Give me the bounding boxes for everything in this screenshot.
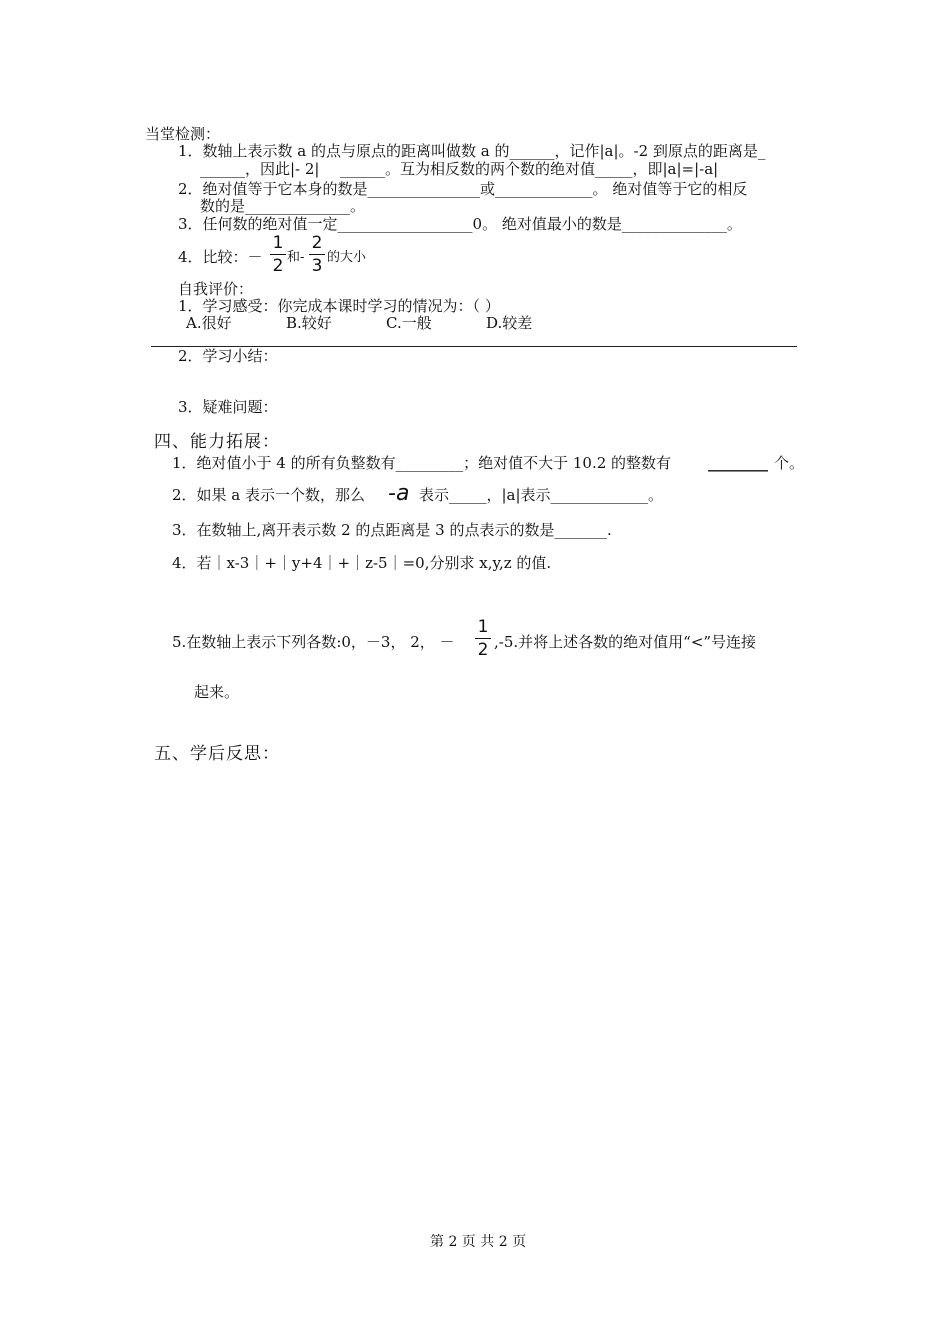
self-eval-q3: 3．疑难问题： <box>178 398 278 416</box>
ext-q5-a: 5.在数轴上表示下列各数:0，－3， 2， － <box>172 633 455 651</box>
ext-q1-a: 1．绝对值小于 4 的所有负整数有_________；绝对值不大于 10.2 的整数有 <box>172 454 672 472</box>
ext-q4: 4．若｜x-3｜+｜y+4｜+｜z-5｜=0,分别求 x,y,z 的值. <box>172 554 552 572</box>
fraction-two-thirds <box>309 233 325 276</box>
ext-q5-b: ,-5.并将上述各数的绝对值用“<”号连接 <box>494 633 757 651</box>
check-q4-prefix: 4．比较：－ <box>178 248 263 266</box>
check-q4-suffix: 的大小 <box>327 250 367 265</box>
page-number: 第 2 页 共 2 页 <box>430 1234 527 1250</box>
section-check-title: 当堂检测： <box>145 125 221 143</box>
ext-q2-neg-a: -a <box>388 481 410 506</box>
fraction-denominator: 3 <box>311 256 323 276</box>
self-eval-q1: 1．学习感受：你完成本课时学习的情况为：（ ） <box>178 297 500 315</box>
self-eval-option-a: A.很好 <box>186 314 232 332</box>
fraction-denominator: 2 <box>272 256 284 276</box>
fraction-one-half <box>270 233 286 276</box>
check-q4-mid: 和- <box>287 250 305 265</box>
fraction-bar <box>270 254 286 255</box>
check-q2-line2: 数的是______________。 <box>200 197 366 215</box>
check-q3: 3．任何数的绝对值一定__________________0。 绝对值最小的数是______________。 <box>178 215 742 233</box>
check-q1-line2-a: ______，因此|- 2| <box>200 160 320 178</box>
ext-q1-c: 个。 <box>774 454 805 472</box>
self-eval-option-b: B.较好 <box>286 314 332 332</box>
fraction-bar <box>309 254 325 255</box>
check-q1-line1: 1．数轴上表示数 a 的点与原点的距离叫做数 a 的______，记作|a|。-2 到原点的距离是_ <box>178 142 766 160</box>
check-q1-line2-b: ______。互为相反数的两个数的绝对值_____，即|a|=|-a| <box>340 160 719 178</box>
ext-q3: 3．在数轴上,离开表示数 2 的点距离是 3 的点表示的数是_______. <box>172 521 612 539</box>
fraction-bar <box>475 638 491 639</box>
self-eval-q2: 2．学习小结： <box>178 347 278 365</box>
ext-q5-line2: 起来。 <box>194 683 240 701</box>
section5-title: 五、学后反思： <box>154 744 280 764</box>
fraction-denominator: 2 <box>477 640 489 660</box>
ext-q2-b: 表示_____，|a|表示_____________。 <box>419 486 664 504</box>
fraction-numerator: 1 <box>272 233 284 253</box>
fraction-one-half-q5 <box>475 617 491 660</box>
ext-q1-blank: ________ <box>708 454 768 472</box>
fraction-numerator: 2 <box>311 233 323 253</box>
self-eval-option-d: D.较差 <box>486 314 533 332</box>
self-eval-title: 自我评价： <box>178 280 254 298</box>
fraction-numerator: 1 <box>477 617 489 637</box>
section4-title: 四、能力拓展： <box>154 432 280 452</box>
ext-q2-a: 2．如果 a 表示一个数，那么 <box>172 486 366 504</box>
self-eval-option-c: C.一般 <box>386 314 432 332</box>
check-q2-line1: 2．绝对值等于它本身的数是_______________或_____________。 绝对值等于它的相反 <box>178 180 748 198</box>
